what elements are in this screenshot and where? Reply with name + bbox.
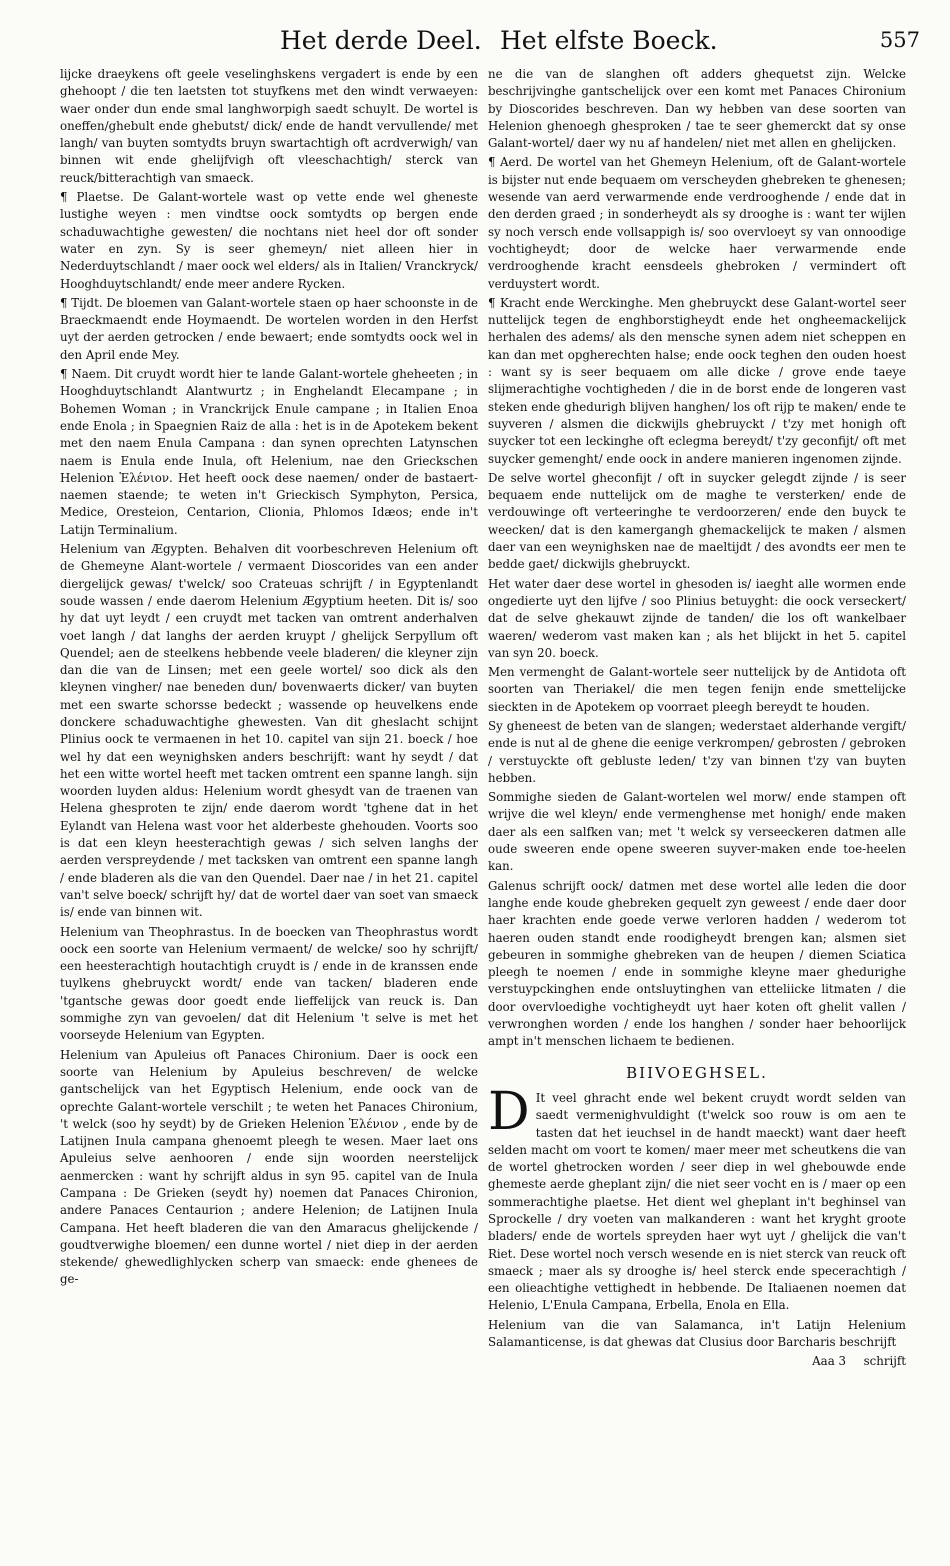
right-column — [488, 66, 906, 1373]
part-title: Het derde Deel. — [280, 26, 482, 55]
paragraph: Helenium van Apuleius oft Panaces Chironium. Daer is oock een soorte van Helenium by Apuleius beschreven/ de welcke gantschelijck van het Egyptisch Helenium, ende oock van de oprechte Galant-wortele verschilt ; te weten het Panaces Chironium, 't welck (soo hy seydt) by de Grieken Helenion Ἑλένιον , ende by de Latijnen Inula campana ghenoemt pleegh te wesen. Maer laet ons Apuleius selve aenhooren / ende sijn woorden neerstelijck aenmercken : want hy schrijft aldus in syn 95. capitel van de Inula Campana : De Grieken (seydt hy) noemen dat Panaces Chironion, andere Panaces Centaurion ; andere Helenion; de Latijnen Inula Campana. Het heeft bladeren die van den Amaracus ghelijckende / goudtverwighe bloemen/ een dunne wortel / niet diep in der aerden stekende/ ghewedlighlycken scherp van smaeck: ende ghenees de ge- — [60, 1047, 478, 1287]
paragraph: ¶ Kracht ende Werckinghe. Men ghebruyckt dese Galant-wortel seer nuttelijck tegen de enghborstigheydt ende het ongheemackelijck herhalen des adems/ als den mensche synen adem niet scheppen en kan dan met opgherechten halse; ende oock teghen den ouden hoest : want sy is seer bequaem om alle dicke / grove ende taeye slijmerachtighe vochtigheden / die in de borst ende de longeren vast steken ende ghedurigh blijven hanghen/ los oft rijp te maken/ ende te suyveren / alsmen die dickwijls ghebruyckt / t'zy met honigh oft suycker tot een leckinghe oft eclegma bereydt/ t'zy geconfijt/ oft met suycker gemenght/ ende oock in andere manieren ingenomen zijnde. — [488, 295, 906, 466]
paragraph: ¶ Tijdt. De bloemen van Galant-wortele staen op haer schoonste in de Braeckmaendt ende Hoymaendt. De wortelen worden in den Herfst uyt der aerden getrocken / ende bewaert; ende somtydts oock wel in den April ende Mey. — [60, 295, 478, 362]
book-title: Het elfste Boeck. — [500, 26, 718, 55]
bijvoeghsel-section — [488, 1081, 906, 1371]
paragraph: Sommighe sieden de Galant-wortelen wel morw/ ende stampen oft wrijve die wel kleyn/ ende vermenghense met honigh/ ende maken daer als een salfken van; met 't welck sy verseeckeren datmen alle oude sweeren ende opene sweeren suyver-maken ende toe-heelen kan. — [488, 790, 906, 874]
signature-mark: Aaa 3 — [812, 1354, 846, 1369]
paragraph: De selve wortel gheconfijt / oft in suycker gelegdt zijnde / is seer bequaem ende nuttelijck om de maghe te versterken/ ende de verdouwinge oft verteeringhe te verdoorzeren/ ende den buyck te weecken/ dat is den kamergangh ghemackelijck te maken / alsmen daer van een weynighsken nae de maeltijdt / des avondts eer men te bedde gaet/ dickwijls ghebruyckt. — [488, 470, 906, 572]
bijvoeghsel-paragraph — [488, 1081, 906, 1315]
catchword: schrijft — [863, 1354, 906, 1369]
bijvoeghsel-text: It veel ghracht ende wel bekent cruydt wordt selden van saedt vermenighvuldight (t'welck soo rouw is om aen te tasten dat het ieuchsel in de handt maeckt) want daer heeft selden macht om voort te komen/ maer meer met scheutkens die van de wortel ghetrocken worden / seer diep in wel ghebouwde ende ghemeste aerde gheplant zijn/ die niet seer vocht en is / maer op een sommerachtighe plaetse. Het dient wel gheplant in't beghinsel van Sprockelle / dry voeten van malkanderen : want het kryght groote bladers/ ende de wortels spreyden haer wyt uyt / ghelijck die van't Riet. Dese wortel noch versch wesende en is niet sterck van reuck oft smaeck ; maer als sy drooghe is/ heel sterck ende specerachtigh / een olieachtighe vettighedt in hebbende. De Italiaenen noemen dat Helenio, L'Enula Campana, Erbella, Enola en Ella. — [488, 1090, 906, 1313]
paragraph: Helenium van Ægypten. Behalven dit voorbeschreven Helenium oft de Ghemeyne Alant-wortele / vermaent Dioscorides van een ander diergelijck gewas/ t'welck/ soo Crateuas schrijft / in Egyptenlandt soude wassen / ende daerom Helenium Ægyptium heeten. Dit is/ soo hy dat uyt leydt / een cruydt met tacken van omtrent anderhalven voet langh / dat langhs der aerden kruypt / ghelijck Serpyllum oft Quendel; aen de steelkens hebbende veele bladeren/ die kleyner zijn dan die van de Linsen; met een geele wortel/ soo dick als den kleynen vingher/ nae beneden dun/ bovenwaerts dicker/ van buyten met een swarte schorsse bedeckt ; wassende op heuvelkens ende donckere schaduwachtighe ghewesten. Van dit gheslacht schijnt Plinius oock te vermaenen in het 10. capitel van sijn 21. boeck / hoe wel hy dat een weynighsken anders beschrijft: want hy seydt / dat het een witte wortel heeft met tacken omtrent een spanne langh. sijn woorden luyden aldus: Helenium wordt ghesydt van de traenen van Helena ghesproten te zijn/ ende daerom wordt 'tghene dat in het Eylandt van Helena wast voor het alderbeste ghehouden. Voorts soo is dat een kleyn heesterachtigh gewas / sich selven langhs der aerden verspreydende / met tacksken van omtrent een spanne langh / ende bladeren als die van den Quendel. Daer nae / in het 21. capitel van't selve boeck/ schrijft hy/ dat de wortel daer van soet van smaeck is/ ende van binnen wit. — [60, 542, 478, 920]
page-header — [60, 26, 920, 66]
left-column — [60, 66, 478, 1291]
paragraph: Helenium van Theophrastus. In de boecken van Theophrastus wordt oock een soorte van Helenium vermaent/ de welcke/ soo hy schrijft/ een heesterachtigh houtachtigh cruydt is / ende in de kranssen ende tuylkens ghebruyckt wordt/ ende van tacken/ bladeren ende 'tgantsche gewas door goedt ende lieffelijck van reuck is. Dan sommighe zyn van gevoelen/ dat dit Helenium 't selve is met het voorseyde Helenium van Egypten. — [60, 924, 478, 1043]
paragraph: Galenus schrijft oock/ datmen met dese wortel alle leden die door langhe ende koude ghebreken gequelt zyn geweest / ende daer door haer krachten ende goede verwe verloren hadden / wederom tot haeren ouden standt ende roodigheydt brengen kan; alsmen siet gebeuren in sommighe ghebreken van de heupen / diemen Sciatica pleegh te noemen / ende in sommighe kleyne maer ghedurighe verstuypckinghen ende ontsluytinghen van etteliicke litmaten / die door overvloedighe vochtigheydt uyt haer koten oft ghelit vallen / verwronghen worden / ende los hanghen / sonder haer behoorlijck ampt in't menschen lichaem te bedienen. — [488, 878, 906, 1049]
paragraph: ¶ Aerd. De wortel van het Ghemeyn Helenium, oft de Galant-wortele is bijster nut ende bequaem om verscheyden ghebreken te ghenesen; wesende van aerd verwarmende ende verdrooghende / ende dat in den derden graed ; in sonderheydt als sy drooghe is : want ter wijlen sy noch versch ende vollsappigh is/ soo overvloeyt sy van onnoodige vochtigheydt; door de welcke haer verwarmende ende verdrooghende kracht eensdeels ghebroken / vermindert oft verduystert wordt. — [488, 155, 906, 291]
bijvoeghsel-paragraph-2: Helenium van die van Salamanca, in't Latijn Helenium Salamanticense, is dat ghewas dat Clusius door Barcharis beschrijft — [488, 1317, 906, 1350]
paragraph: ne die van de slanghen oft adders ghequetst zijn. Welcke beschrijvinghe gantschelijck over een komt met Panaces Chironium by Dioscorides beschreven. Dan wy hebben van dese soorten van Helenion ghenoegh ghesproken / tae te seer ghemerckt dat sy onse Galant-wortel/ daer wy nu af handelen/ niet met allen en ghelijcken. — [488, 67, 906, 151]
bijvoeghsel-heading: BIIVOEGHSEL. — [626, 1063, 768, 1082]
page-number: 557 — [879, 28, 920, 52]
paragraph: Men vermenght de Galant-wortele seer nuttelijck by de Antidota oft soorten van Theriakel/ die men tegen fenijn ende smettelijcke sieckten in de Apotekem op voorraet pleegh bereydt te houden. — [488, 665, 906, 714]
paragraph: ¶ Naem. Dit cruydt wordt hier te lande Galant-wortele gheheeten ; in Hooghduytschlandt Alantwurtz ; in Enghelandt Elecampane ; in Bohemen Woman ; in Vranckrijck Enule campane ; in Italien Enoa ende Enola ; in Spaegnien Raiz de alla : het is in de Apotekem bekent met den naem Enula Campana : dan synen oprechten Latynschen naem is Enula ende Inula, oft Helenium, nae den Grieckschen Helenion Ἑλένιον. Het heeft oock dese naemen/ onder de bastaert-naemen staende; te weten in't Grieckisch Symphyton, Persica, Medice, Oresteion, Centarion, Clionia, Phlomos Idæos; ende in't Latijn Terminalium. — [60, 367, 478, 537]
drop-cap: D — [488, 1081, 530, 1142]
paragraph: Het water daer dese wortel in ghesoden is/ iaeght alle wormen ende ongedierte uyt den lijfve / soo Plinius betuyght: die oock verseckert/ dat de selve ghekauwt zijnde de tanden/ die los oft wankelbaer waeren/ wederom vast maken kan ; als het blijckt in het 5. capitel van syn 20. boeck. — [488, 576, 906, 660]
paragraph: lijcke draeykens oft geele veselinghskens vergadert is ende by een ghehoopt / die ten laetsten tot stuyfkens met den windt verwaeyen: waer onder dun ende smal langhworpigh saedt schuylt. De wortel is oneffen/ghebult ende ghebutst/ dick/ ende de handt vervullende/ met langh/ van buyten somtydts bruyn swartachtigh oft acrdverwigh/ van binnen wit ende ghelijfvigh oft vleeschachtigh/ sterck van reuck/bitterachtigh van smaeck. — [60, 67, 478, 185]
paragraph: ¶ Plaetse. De Galant-wortele wast op vette ende wel gheneste lustighe weyen : men vindtse oock somtydts op bergen ende schaduwachtighe gewesten/ die nochtans niet heel dor oft sonder water en zyn. Sy is seer ghemeyn/ niet alleen hier in Nederduytschlandt / maer oock wel elders/ als in Italien/ Vranckryck/ Hooghduytschlandt/ ende meer andere Rycken. — [60, 190, 478, 291]
signature-line — [488, 1353, 906, 1370]
paragraph: Sy gheneest de beten van de slangen; wederstaet alderhande vergift/ ende is nut al de ghene die eenige verkrompen/ gebrosten / gebroken / verstuyckte oft gebluste leden/ t'zy van binnen t'zy van buyten hebben. — [488, 718, 906, 785]
